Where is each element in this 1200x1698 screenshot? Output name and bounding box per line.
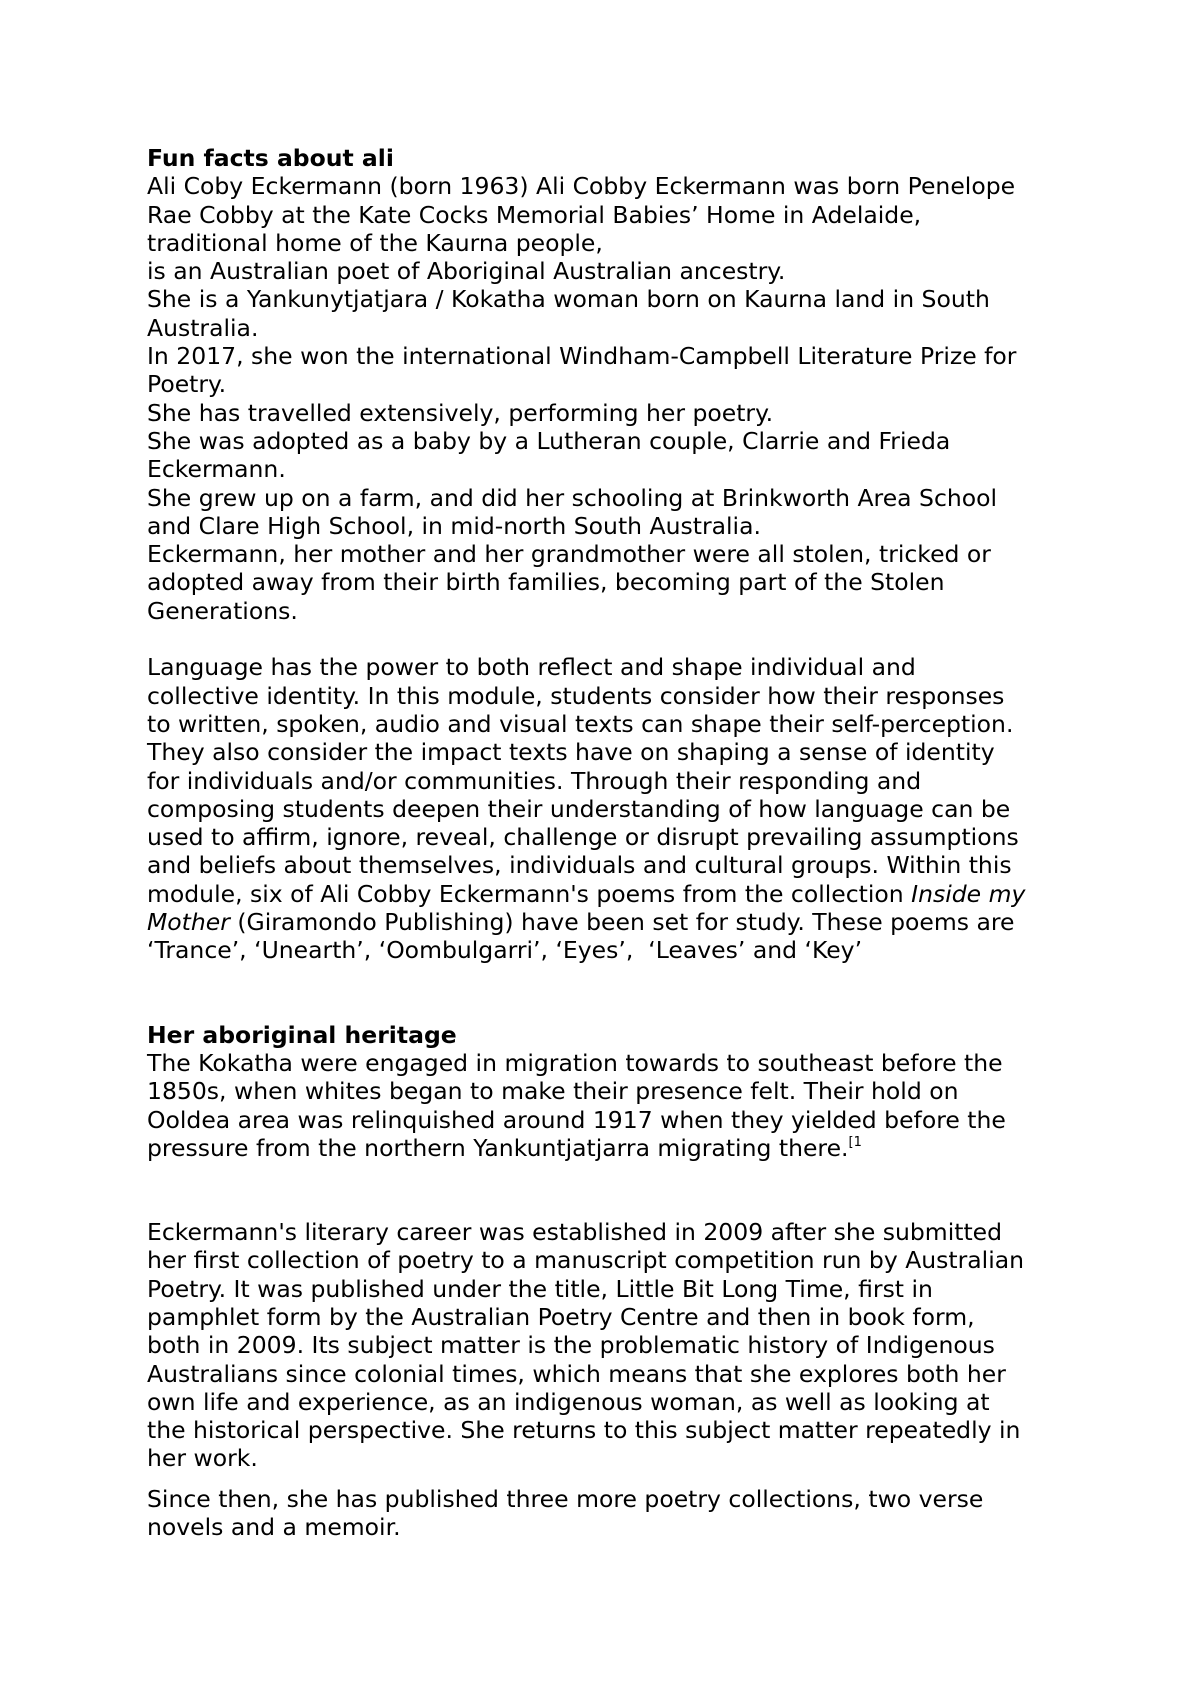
heritage-paragraph — [147, 1049, 1087, 1162]
section-heading-fun-facts: Fun facts about ali — [147, 144, 394, 172]
section-heading-aboriginal-heritage: Her aboriginal heritage — [147, 1020, 457, 1049]
text-line: Australia. — [147, 313, 259, 342]
text-line: used to affirm, ignore, reveal, challenge or disrupt prevailing assumptions — [147, 823, 1019, 852]
text-line: and beliefs about themselves, individuals and cultural groups. Within this — [147, 851, 1012, 880]
text-line: Rae Cobby at the Kate Cocks Memorial Babies’ Home in Adelaide, — [147, 200, 922, 229]
text-line: and Clare High School, in mid-north South Australia. — [147, 511, 761, 540]
text-line: Eckermann, her mother and her grandmother were all stolen, tricked or — [147, 540, 991, 569]
text-line: traditional home of the Kaurna people, — [147, 228, 603, 257]
book-title-italic: Mother — [147, 908, 230, 937]
text-line: She was adopted as a baby by a Lutheran couple, Clarrie and Frieda — [147, 426, 951, 455]
text-line: pamphlet form by the Australian Poetry Centre and then in book form, — [147, 1302, 975, 1331]
text-line: In 2017, she won the international Windham-Campbell Literature Prize for — [147, 342, 1017, 371]
text-line: both in 2009. Its subject matter is the problematic history of Indigenous — [147, 1331, 995, 1360]
text-line: Poetry. It was published under the title, Little Bit Long Time, first in — [147, 1274, 933, 1303]
text-line: Ali Coby Eckermann (born 1963) Ali Cobby Eckermann was born Penelope — [147, 172, 1016, 201]
text-line: Eckermann. — [147, 455, 286, 484]
text-line: the historical perspective. She returns to this subject matter repeatedly in — [147, 1416, 1021, 1445]
fun-facts-paragraph — [147, 172, 1087, 625]
text-line — [147, 908, 1087, 936]
text-line: own life and experience, as an indigenous woman, as well as looking at — [147, 1387, 990, 1416]
document-page — [147, 144, 1087, 1541]
book-title-italic: Inside my — [911, 879, 1026, 908]
text-line: She grew up on a farm, and did her schooling at Brinkworth Area School — [147, 483, 998, 512]
text-line — [147, 880, 1087, 908]
text-line: Since then, she has published three more poetry collections, two verse — [147, 1484, 984, 1513]
text-span: (Giramondo Publishing) have been set for study. These poems are — [229, 908, 1015, 937]
text-line: for individuals and/or communities. Through their responding and — [147, 766, 922, 795]
text-line: Poetry. — [147, 370, 227, 399]
paragraph-spacer — [147, 1473, 1087, 1485]
text-line: Ooldea area was relinquished around 1917 when they yielded before the — [147, 1105, 1006, 1134]
text-line: adopted away from their birth families, becoming part of the Stolen — [147, 568, 945, 597]
closing-paragraph — [147, 1485, 1087, 1542]
poem-titles-line: ‘Trance’, ‘Unearth’, ‘Oombulgarri’, ‘Eyes’, ‘Leaves’ and ‘Key’ — [147, 936, 863, 965]
text-line: Generations. — [147, 596, 298, 625]
text-line: 1850s, when whites began to make their presence felt. Their hold on — [147, 1077, 959, 1106]
text-span: pressure from the northern Yankuntjatjarra migrating there. — [147, 1133, 849, 1162]
text-line: Australians since colonial times, which means that she explores both her — [147, 1359, 1006, 1388]
section-spacer — [147, 1162, 1087, 1218]
text-line: collective identity. In this module, students consider how their responses — [147, 681, 1005, 710]
text-line: composing students deepen their understanding of how language can be — [147, 794, 1011, 823]
footnote-reference[interactable]: [1 — [848, 1134, 862, 1150]
text-line: her work. — [147, 1444, 258, 1473]
text-line: She is a Yankunytjatjara / Kokatha woman born on Kaurna land in South — [147, 285, 990, 314]
text-line: Language has the power to both reflect and shape individual and — [147, 653, 916, 682]
text-line: novels and a memoir. — [147, 1513, 401, 1542]
paragraph-spacer — [147, 625, 1087, 653]
text-line — [147, 1134, 1087, 1162]
career-paragraph — [147, 1218, 1087, 1473]
text-line: Eckermann's literary career was established in 2009 after she submitted — [147, 1218, 1003, 1247]
text-line: her first collection of poetry to a manuscript competition run by Australian — [147, 1246, 1025, 1275]
text-line: She has travelled extensively, performing her poetry. — [147, 398, 774, 427]
section-spacer — [147, 965, 1087, 1021]
text-span: module, six of Ali Cobby Eckermann's poems from the collection — [147, 879, 912, 908]
text-line: They also consider the impact texts have on shaping a sense of identity — [147, 738, 995, 767]
text-line: to written, spoken, audio and visual texts can shape their self-perception. — [147, 709, 1014, 738]
text-line: is an Australian poet of Aboriginal Australian ancestry. — [147, 257, 786, 286]
text-line: The Kokatha were engaged in migration towards to southeast before the — [147, 1048, 1003, 1077]
module-paragraph — [147, 653, 1087, 964]
